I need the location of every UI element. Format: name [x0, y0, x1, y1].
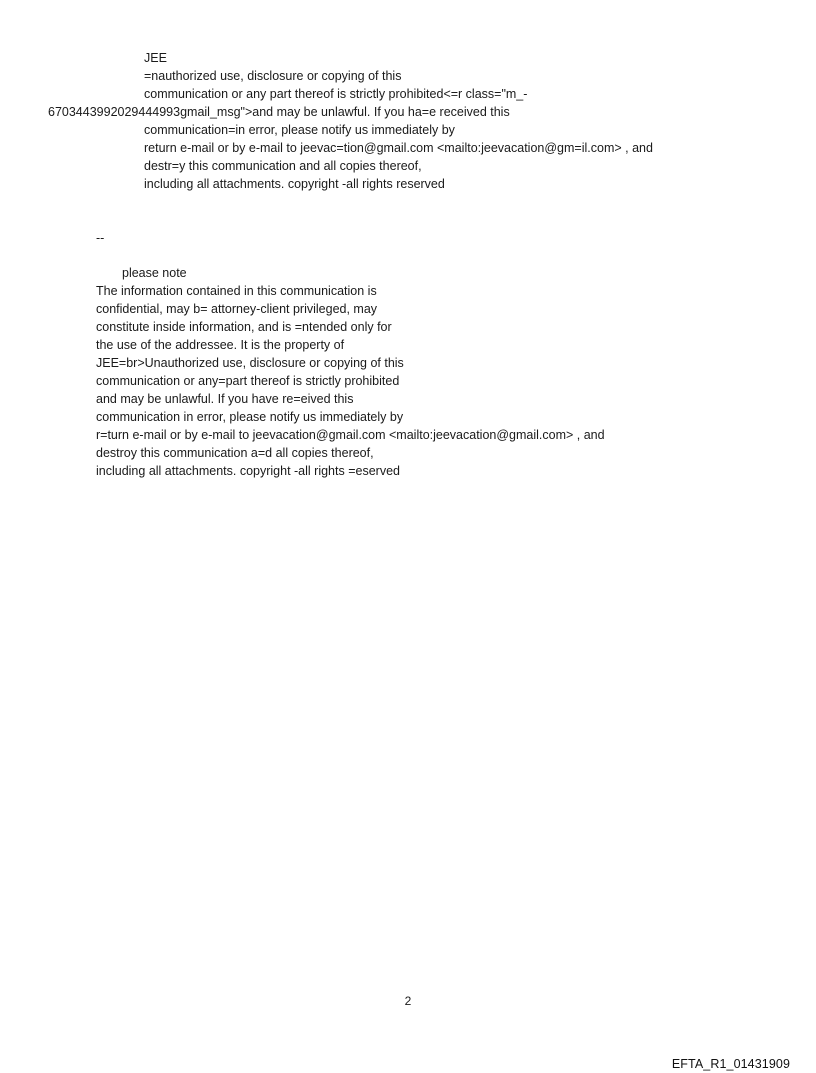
text-line: JEE=br>Unauthorized use, disclosure or copying of this [96, 356, 404, 370]
text-line: The information contained in this communication is [96, 284, 377, 298]
text-line: including all attachments. copyright -all rights =eserved [96, 464, 400, 478]
text-line: communication or any part thereof is strictly prohibited<=r class="m_- [144, 87, 528, 101]
text-line: communication or any=part thereof is strictly prohibited [96, 374, 400, 388]
text-line: 6703443992029444993gmail_msg">and may be unlawful. If you ha=e received this [48, 105, 510, 119]
text-line: including all attachments. copyright -all rights reserved [144, 177, 445, 191]
text-line: destroy this communication a=d all copies thereof, [96, 446, 374, 460]
text-line: the use of the addressee. It is the property of [96, 338, 345, 352]
text-line: destr=y this communication and all copies thereof, [144, 159, 422, 173]
text-line: =nauthorized use, disclosure or copying of this [144, 69, 402, 83]
text-line: confidential, may b= attorney-client privileged, may [96, 302, 378, 316]
text-line: return e-mail or by e-mail to jeevac=tion@gmail.com <mailto:jeevacation@gm=il.com> , and [144, 141, 653, 155]
text-line: r=turn e-mail or by e-mail to jeevacation@gmail.com <mailto:jeevacation@gmail.com> , and [96, 428, 605, 442]
signature-separator: -- [96, 231, 105, 245]
text-line: and may be unlawful. If you have re=eived this [96, 392, 354, 406]
text-line: constitute inside information, and is =ntended only for [96, 320, 392, 334]
text-line: communication=in error, please notify us immediately by [144, 123, 455, 137]
text-line: JEE [144, 51, 167, 65]
block-heading: please note [122, 266, 187, 280]
page-number: 2 [404, 994, 412, 1008]
text-line: communication in error, please notify us immediately by [96, 410, 404, 424]
bates-id: EFTA_R1_01431909 [671, 1057, 790, 1071]
